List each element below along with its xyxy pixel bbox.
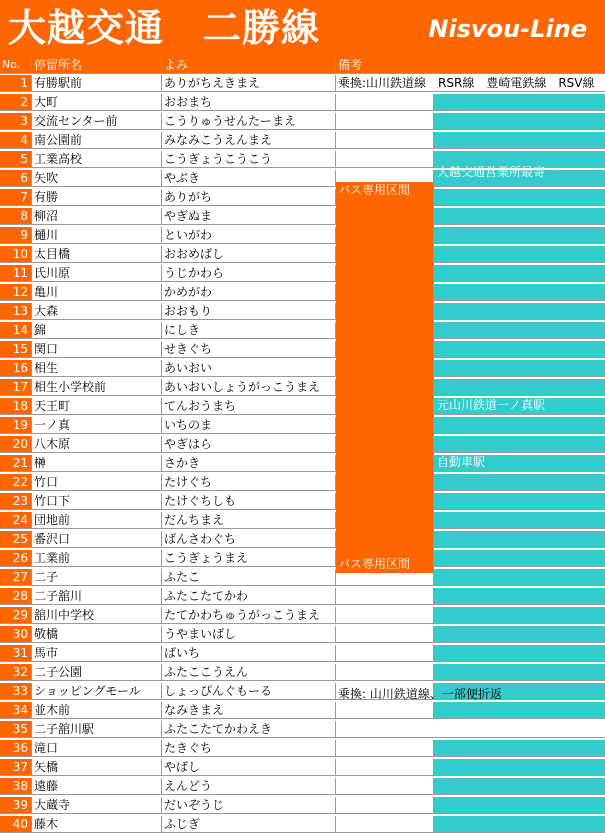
stop-name-cell[interactable]: 樋川 bbox=[32, 227, 162, 244]
table-row bbox=[0, 303, 605, 320]
stop-name-cell[interactable]: 関口 bbox=[32, 341, 162, 358]
stop-number-cell[interactable]: 4 bbox=[0, 132, 32, 149]
stop-yomi-cell[interactable]: いちのま bbox=[162, 417, 336, 434]
stop-name-cell[interactable]: 二子舘川 bbox=[32, 588, 162, 605]
table-row bbox=[0, 683, 605, 700]
stop-yomi-cell[interactable]: なみきまえ bbox=[162, 702, 336, 719]
stop-number-cell[interactable]: 33 bbox=[0, 683, 32, 700]
remarks-ext-cell[interactable] bbox=[434, 797, 605, 814]
stop-number-cell[interactable]: 10 bbox=[0, 246, 32, 263]
table-row bbox=[0, 531, 605, 548]
table-row bbox=[0, 721, 605, 738]
table-row bbox=[0, 322, 605, 339]
table-row bbox=[0, 246, 605, 263]
stop-yomi-cell[interactable]: やぎぬま bbox=[162, 208, 336, 225]
remarks-ext-cell[interactable] bbox=[434, 645, 605, 662]
route-title: 大越交通 二勝線 bbox=[8, 6, 321, 50]
remarks-ext-cell[interactable] bbox=[434, 588, 605, 605]
stop-name-cell[interactable]: 二子舘川駅 bbox=[32, 721, 162, 738]
remarks-cell[interactable] bbox=[336, 740, 434, 757]
stop-yomi-cell[interactable]: ふたここうえん bbox=[162, 664, 336, 681]
stop-number-cell[interactable]: 32 bbox=[0, 664, 32, 681]
stop-number-cell[interactable]: 17 bbox=[0, 379, 32, 396]
stop-yomi-cell[interactable]: ふたこたてかわえき bbox=[162, 721, 336, 738]
stop-yomi-cell[interactable]: おおもり bbox=[162, 303, 336, 320]
stop-yomi-cell[interactable]: やぎはら bbox=[162, 436, 336, 453]
stop-number-cell[interactable]: 28 bbox=[0, 588, 32, 605]
stop-yomi-cell[interactable]: にしき bbox=[162, 322, 336, 339]
stop-number-cell[interactable]: 12 bbox=[0, 284, 32, 301]
stop-yomi-cell[interactable]: ばんさわぐち bbox=[162, 531, 336, 548]
stop-yomi-cell[interactable]: てんおうまち bbox=[162, 398, 336, 415]
stop-number-cell[interactable]: 27 bbox=[0, 569, 32, 586]
bus-lane-end-label: バス専用区間 bbox=[338, 557, 411, 571]
stop-number-cell[interactable]: 30 bbox=[0, 626, 32, 643]
bus-lane-start-label: バス専用区間 bbox=[338, 183, 411, 197]
stop-yomi-cell[interactable]: だいぞうじ bbox=[162, 797, 336, 814]
remarks-ext-cell[interactable] bbox=[434, 702, 605, 719]
remarks-ext-cell[interactable] bbox=[434, 360, 605, 377]
table-row bbox=[0, 265, 605, 282]
route-title-english: Nisvou-Line bbox=[428, 15, 587, 43]
stop-table bbox=[0, 57, 605, 831]
table-row bbox=[0, 607, 605, 624]
stop-name-cell[interactable]: ショッピングモール bbox=[32, 683, 162, 700]
remarks-cell[interactable] bbox=[336, 645, 434, 662]
stop-yomi-cell[interactable]: ふたこたてかわ bbox=[162, 588, 336, 605]
stop-yomi-cell[interactable]: たきぐち bbox=[162, 740, 336, 757]
stop-number-cell[interactable]: 3 bbox=[0, 113, 32, 130]
stop-number-cell[interactable]: 39 bbox=[0, 797, 32, 814]
table-row bbox=[0, 436, 605, 453]
column-header-name[interactable]: 停留所名 bbox=[32, 57, 162, 74]
table-row bbox=[0, 778, 605, 795]
remarks-cell[interactable] bbox=[336, 588, 434, 605]
remarks-ext-cell[interactable] bbox=[434, 189, 605, 206]
remarks-cell[interactable] bbox=[336, 94, 434, 111]
table-row bbox=[0, 759, 605, 776]
stop-number-cell[interactable]: 21 bbox=[0, 455, 32, 472]
remarks-ext-cell[interactable] bbox=[434, 94, 605, 111]
remarks-ext-cell[interactable] bbox=[434, 778, 605, 795]
remarks-ext-cell[interactable] bbox=[434, 303, 605, 320]
stop-yomi-cell[interactable]: しょっぴんぐもーる bbox=[162, 683, 336, 700]
stop-yomi-cell[interactable]: たけぐちしも bbox=[162, 493, 336, 510]
stop-yomi-cell[interactable]: ふじぎ bbox=[162, 816, 336, 833]
stop-number-cell[interactable]: 26 bbox=[0, 550, 32, 567]
stop-yomi-cell[interactable]: ふたこ bbox=[162, 569, 336, 586]
stop-number-cell[interactable]: 24 bbox=[0, 512, 32, 529]
stop-name-cell[interactable]: 榊 bbox=[32, 455, 162, 472]
table-row bbox=[0, 474, 605, 491]
stop-number-cell[interactable]: 5 bbox=[0, 151, 32, 168]
table-row bbox=[0, 208, 605, 225]
stop-name-cell[interactable]: 天王町 bbox=[32, 398, 162, 415]
remarks-cell[interactable] bbox=[336, 816, 434, 833]
stop-name-cell[interactable]: 交流センター前 bbox=[32, 113, 162, 130]
stop19-note: 元山川鉄道一ノ真駅 bbox=[437, 398, 546, 412]
stop-number-cell[interactable]: 18 bbox=[0, 398, 32, 415]
stop-number-cell[interactable]: 1 bbox=[0, 75, 32, 92]
table-row bbox=[0, 664, 605, 681]
table-row bbox=[0, 455, 605, 472]
stop-yomi-cell[interactable]: えんどう bbox=[162, 778, 336, 795]
stop-yomi-cell[interactable]: こうぎょうこうこう bbox=[162, 151, 336, 168]
table-row bbox=[0, 493, 605, 510]
table-row bbox=[0, 341, 605, 358]
stop-number-cell[interactable]: 13 bbox=[0, 303, 32, 320]
table-row bbox=[0, 588, 605, 605]
stop-yomi-cell[interactable]: うじかわら bbox=[162, 265, 336, 282]
stop-number-cell[interactable]: 9 bbox=[0, 227, 32, 244]
remarks-ext-cell[interactable] bbox=[434, 379, 605, 396]
table-row bbox=[0, 816, 605, 833]
table-row bbox=[0, 113, 605, 130]
column-header-remarks[interactable]: 備考 bbox=[336, 57, 434, 74]
remarks-ext-cell[interactable] bbox=[434, 284, 605, 301]
remarks-ext-cell[interactable] bbox=[434, 341, 605, 358]
stop-yomi-cell[interactable]: こうりゅうせんたーまえ bbox=[162, 113, 336, 130]
stop-number-cell[interactable]: 25 bbox=[0, 531, 32, 548]
stop-number-cell[interactable]: 7 bbox=[0, 189, 32, 206]
stop-number-cell[interactable]: 35 bbox=[0, 721, 32, 738]
stop-name-cell[interactable]: 竹口 bbox=[32, 474, 162, 491]
stop-name-cell[interactable]: 滝口 bbox=[32, 740, 162, 757]
stop-name-cell[interactable]: 有勝駅前 bbox=[32, 75, 162, 92]
stop-yomi-cell[interactable]: だんちまえ bbox=[162, 512, 336, 529]
stop-number-cell[interactable]: 40 bbox=[0, 816, 32, 833]
stop-number-cell[interactable]: 36 bbox=[0, 740, 32, 757]
table-row bbox=[0, 512, 605, 529]
stop-yomi-cell[interactable]: やばし bbox=[162, 759, 336, 776]
remarks-cell[interactable] bbox=[336, 702, 434, 719]
stop-name-cell[interactable]: 舘川中学校 bbox=[32, 607, 162, 624]
remarks-ext-cell[interactable] bbox=[434, 474, 605, 491]
stop-number-cell[interactable]: 29 bbox=[0, 607, 32, 624]
stop-name-cell[interactable]: 南公園前 bbox=[32, 132, 162, 149]
table-row bbox=[0, 797, 605, 814]
remarks-ext-cell[interactable] bbox=[434, 417, 605, 434]
stop-name-cell[interactable]: 団地前 bbox=[32, 512, 162, 529]
table-row bbox=[0, 550, 605, 567]
stop-name-cell[interactable]: 八木原 bbox=[32, 436, 162, 453]
stop-name-cell[interactable]: 相生小学校前 bbox=[32, 379, 162, 396]
stop-yomi-cell[interactable]: ありがち bbox=[162, 189, 336, 206]
stop-name-cell[interactable]: 大蔵寺 bbox=[32, 797, 162, 814]
remarks-ext-cell[interactable] bbox=[434, 322, 605, 339]
stop-name-cell[interactable]: 並木前 bbox=[32, 702, 162, 719]
stop-number-cell[interactable]: 15 bbox=[0, 341, 32, 358]
stop-name-cell[interactable]: 藤木 bbox=[32, 816, 162, 833]
stop-yomi-cell[interactable]: あいおい bbox=[162, 360, 336, 377]
remarks-cell[interactable] bbox=[336, 759, 434, 776]
stop-number-cell[interactable]: 22 bbox=[0, 474, 32, 491]
stop-name-cell[interactable]: 馬市 bbox=[32, 645, 162, 662]
remarks-ext-cell[interactable] bbox=[434, 246, 605, 263]
stop-number-cell[interactable]: 16 bbox=[0, 360, 32, 377]
remarks-ext-cell[interactable] bbox=[434, 607, 605, 624]
stop-yomi-cell[interactable]: さかき bbox=[162, 455, 336, 472]
remarks-ext-cell[interactable] bbox=[434, 664, 605, 681]
stop-number-cell[interactable]: 23 bbox=[0, 493, 32, 510]
stop-yomi-cell[interactable]: ばいち bbox=[162, 645, 336, 662]
remarks-cell[interactable] bbox=[336, 132, 434, 149]
table-row bbox=[0, 189, 605, 206]
remarks-cell[interactable] bbox=[336, 151, 434, 168]
stop-name-cell[interactable]: 二子公園 bbox=[32, 664, 162, 681]
remarks-ext-cell[interactable] bbox=[434, 759, 605, 776]
remarks-ext-cell[interactable] bbox=[434, 816, 605, 833]
stop-name-cell[interactable]: 矢吹 bbox=[32, 170, 162, 187]
title-bar bbox=[0, 0, 605, 57]
remarks-cell[interactable] bbox=[336, 113, 434, 130]
stop-number-cell[interactable]: 37 bbox=[0, 759, 32, 776]
remarks-ext-cell[interactable] bbox=[434, 626, 605, 643]
stop-name-cell[interactable]: 遠藤 bbox=[32, 778, 162, 795]
stop-name-cell[interactable]: 番沢口 bbox=[32, 531, 162, 548]
stop-number-cell[interactable]: 6 bbox=[0, 170, 32, 187]
stop-yomi-cell[interactable]: おおめばし bbox=[162, 246, 336, 263]
stop-number-cell[interactable]: 20 bbox=[0, 436, 32, 453]
remarks-ext-cell[interactable] bbox=[434, 208, 605, 225]
remarks-ext-cell[interactable] bbox=[434, 493, 605, 510]
stop-name-cell[interactable]: 有勝 bbox=[32, 189, 162, 206]
stop-name-cell[interactable]: 氏川原 bbox=[32, 265, 162, 282]
table-row bbox=[0, 379, 605, 396]
column-header-yomi[interactable]: よみ bbox=[162, 57, 336, 74]
table-header-row bbox=[0, 57, 605, 74]
stop-number-cell[interactable]: 31 bbox=[0, 645, 32, 662]
stop-name-cell[interactable]: 錦 bbox=[32, 322, 162, 339]
remarks-ext-cell[interactable] bbox=[434, 132, 605, 149]
stop-name-cell[interactable]: 太目橋 bbox=[32, 246, 162, 263]
stop-number-cell[interactable]: 8 bbox=[0, 208, 32, 225]
remarks-cell[interactable] bbox=[336, 778, 434, 795]
stop-yomi-cell[interactable]: こうぎょうまえ bbox=[162, 550, 336, 567]
table-row bbox=[0, 360, 605, 377]
stop-name-cell[interactable]: 大森 bbox=[32, 303, 162, 320]
stop-name-cell[interactable]: 敬橋 bbox=[32, 626, 162, 643]
stop-name-cell[interactable]: 工業高校 bbox=[32, 151, 162, 168]
stop-number-cell[interactable]: 34 bbox=[0, 702, 32, 719]
stop-yomi-cell[interactable]: たけぐち bbox=[162, 474, 336, 491]
stop-yomi-cell[interactable]: うやまいばし bbox=[162, 626, 336, 643]
stop-name-cell[interactable]: 大町 bbox=[32, 94, 162, 111]
stop-yomi-cell[interactable]: みなみこうえんまえ bbox=[162, 132, 336, 149]
stop-name-cell[interactable]: 二子 bbox=[32, 569, 162, 586]
table-row bbox=[0, 284, 605, 301]
table-row bbox=[0, 702, 605, 719]
stop-number-cell[interactable]: 11 bbox=[0, 265, 32, 282]
stop-yomi-cell[interactable]: たてかわちゅうがっこうまえ bbox=[162, 607, 336, 624]
remarks-cell[interactable] bbox=[336, 664, 434, 681]
stop-number-cell[interactable]: 14 bbox=[0, 322, 32, 339]
stop-yomi-cell[interactable]: かめがわ bbox=[162, 284, 336, 301]
stop-name-cell[interactable]: 矢橋 bbox=[32, 759, 162, 776]
stop-name-cell[interactable]: 相生 bbox=[32, 360, 162, 377]
table-row bbox=[0, 626, 605, 643]
stop-name-cell[interactable]: 柳沼 bbox=[32, 208, 162, 225]
column-header-remarks-ext[interactable] bbox=[434, 57, 605, 74]
stop-yomi-cell[interactable]: おおまち bbox=[162, 94, 336, 111]
stop6-note: 大越交通営業所最寄 bbox=[437, 165, 546, 179]
stop-yomi-cell[interactable]: やぶき bbox=[162, 170, 336, 187]
stop-yomi-cell[interactable]: あいおいしょうがっこうまえ bbox=[162, 379, 336, 396]
table-row bbox=[0, 227, 605, 244]
table-row bbox=[0, 94, 605, 111]
remarks-ext-cell[interactable] bbox=[434, 227, 605, 244]
column-header-no[interactable]: No. bbox=[0, 57, 32, 74]
stop-yomi-cell[interactable]: ありがちえきまえ bbox=[162, 75, 336, 92]
stop35-transfer-note: 乗換: 山川鉄道線、一部便折返 bbox=[338, 687, 502, 701]
remarks-cell[interactable] bbox=[336, 626, 434, 643]
stop-name-cell[interactable]: 竹口下 bbox=[32, 493, 162, 510]
remarks-cell[interactable] bbox=[336, 721, 434, 738]
table-row bbox=[0, 569, 605, 586]
table-row bbox=[0, 740, 605, 757]
table-row bbox=[0, 645, 605, 662]
stop-number-cell[interactable]: 19 bbox=[0, 417, 32, 434]
remarks-ext-cell[interactable] bbox=[434, 512, 605, 529]
stop1-transfer-note: 乗換:山川鉄道線 RSR線 豊崎電鉄線 RSV線 bbox=[338, 76, 595, 90]
stop-name-cell[interactable]: 工業前 bbox=[32, 550, 162, 567]
remarks-ext-cell[interactable] bbox=[434, 113, 605, 130]
stop-name-cell[interactable]: 亀川 bbox=[32, 284, 162, 301]
stop-number-cell[interactable]: 38 bbox=[0, 778, 32, 795]
remarks-cell[interactable] bbox=[336, 797, 434, 814]
remarks-ext-cell[interactable] bbox=[434, 569, 605, 586]
table-row bbox=[0, 417, 605, 434]
stop-number-cell[interactable]: 2 bbox=[0, 94, 32, 111]
stop22-note: 自動車駅 bbox=[437, 455, 486, 469]
bus-lane-band bbox=[336, 182, 434, 573]
stop-name-cell[interactable]: 一ノ真 bbox=[32, 417, 162, 434]
remarks-ext-cell[interactable] bbox=[434, 721, 605, 738]
remarks-ext-cell[interactable] bbox=[434, 550, 605, 567]
remarks-cell[interactable] bbox=[336, 607, 434, 624]
remarks-ext-cell[interactable] bbox=[434, 265, 605, 282]
remarks-ext-cell[interactable] bbox=[434, 436, 605, 453]
table-row bbox=[0, 132, 605, 149]
remarks-ext-cell[interactable] bbox=[434, 531, 605, 548]
stop-yomi-cell[interactable]: せきぐち bbox=[162, 341, 336, 358]
remarks-ext-cell[interactable] bbox=[434, 740, 605, 757]
stop-yomi-cell[interactable]: といがわ bbox=[162, 227, 336, 244]
